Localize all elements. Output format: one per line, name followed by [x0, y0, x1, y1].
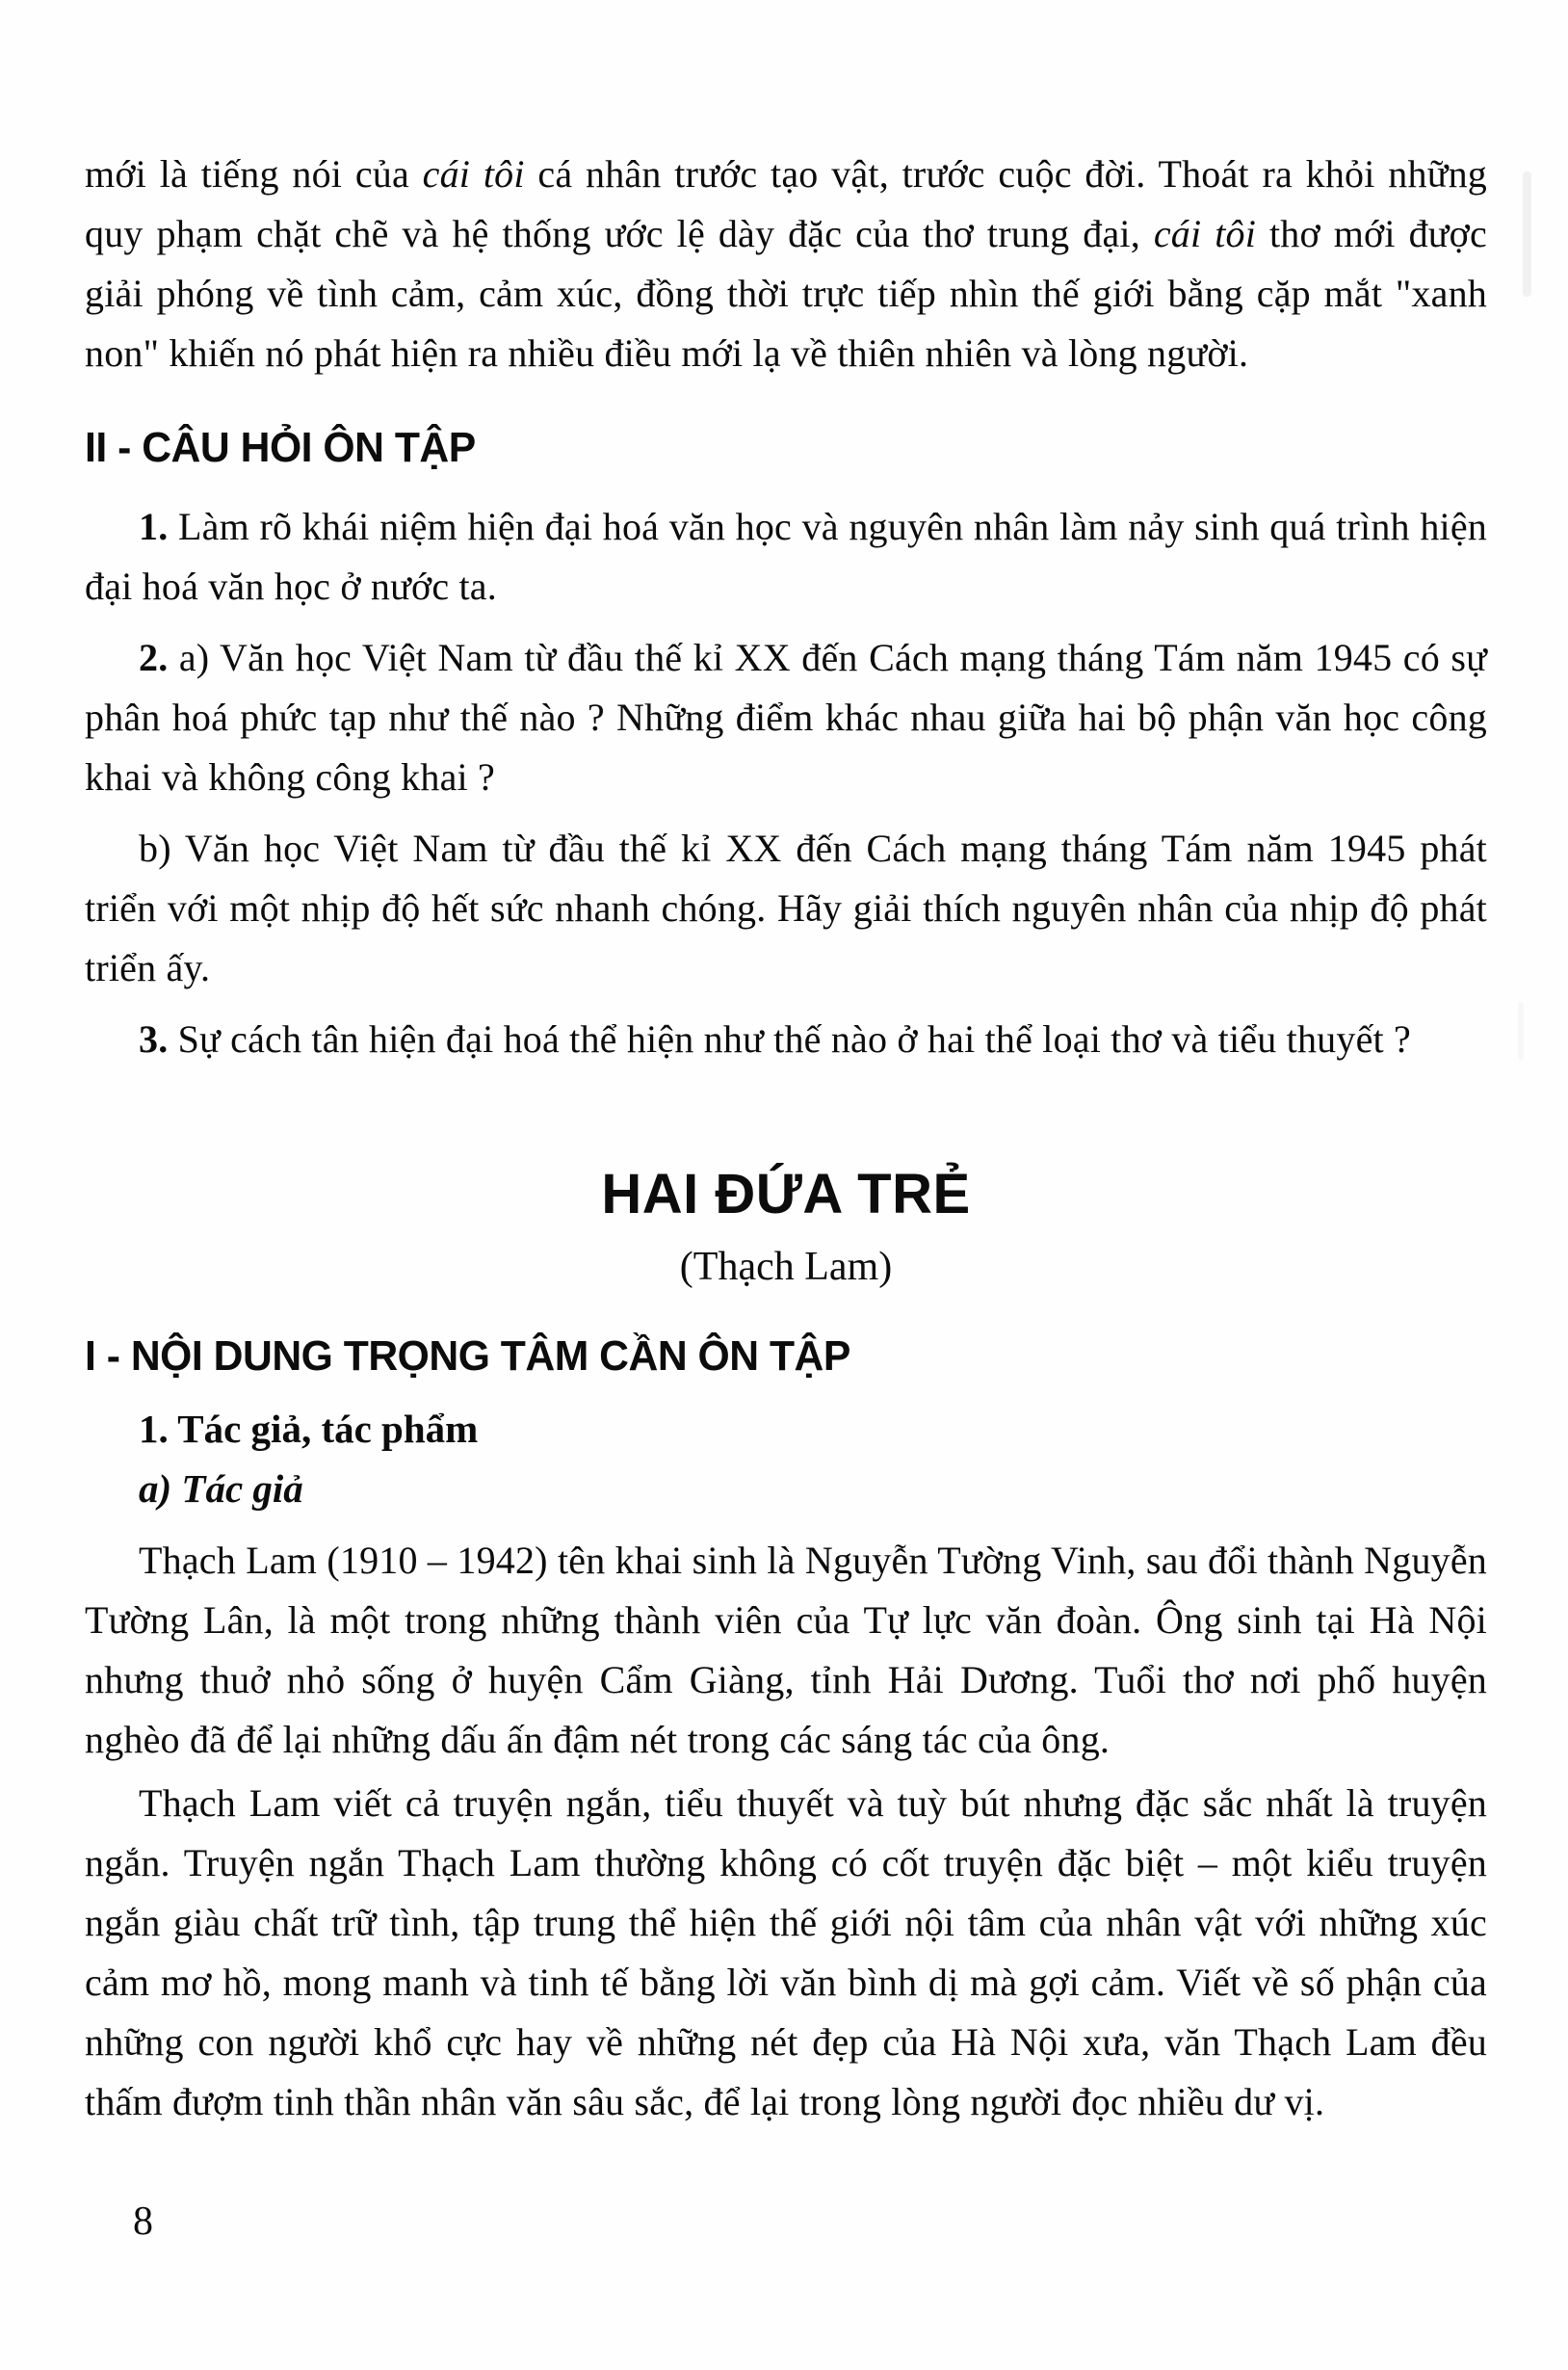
- text-run: mới là tiếng nói của: [85, 152, 423, 196]
- text-run: thơ mới được giải phóng về tình cảm, cảm xúc, đồng thời trực tiếp nhìn thế giới bằng cặp mắt "xanh non" khiến nó phát hiện ra nhiều điều mới lạ về thiên nhiên và lòng người.: [85, 212, 1487, 375]
- question-2b: [85, 819, 1487, 998]
- question-3: [85, 1010, 1487, 1069]
- lesson-title: HAI ĐỨA TRẺ: [601, 1163, 971, 1225]
- subsection-heading: 1. Tác giả, tác phẩm: [139, 1407, 479, 1451]
- scan-artifact: [1518, 1002, 1524, 1060]
- question-text: Làm rõ khái niệm hiện đại hoá văn học và nguyên nhân làm nảy sinh quá trình hiện đại hoá văn học ở nước ta.: [85, 505, 1487, 608]
- question-text: Sự cách tân hiện đại hoá thể hiện như thế nào ở hai thể loại thơ và tiểu thuyết ?: [168, 1017, 1411, 1061]
- text-run: cá nhân trước tạo vật, trước cuộc đời. Thoát ra khỏi những quy phạm chặt chẽ và hệ thống ước lệ dày đặc của thơ trung đại,: [85, 152, 1487, 255]
- review-section-heading: II - CÂU HỎI ÔN TẬP: [85, 424, 476, 471]
- text-run-italic: cái tôi: [422, 152, 525, 196]
- question-number: 1.: [139, 505, 169, 548]
- author-bio-paragraph: Thạch Lam (1910 – 1942) tên khai sinh là Nguyễn Tường Vinh, sau đổi thành Nguyễn Tường Lân, là một trong những thành viên của Tự lực văn đoàn. Ông sinh tại Hà Nội nhưng thuở nhỏ sống ở huyện Cẩm Giàng, tỉnh Hải Dương. Tuổi thơ nơi phố huyện nghèo đã để lại những dấu ấn đậm nét trong các sáng tác của ông.: [85, 1539, 1487, 1761]
- page-number: 8: [133, 2199, 153, 2244]
- lesson-author: (Thạch Lam): [679, 1245, 893, 1289]
- question-number: 2.: [139, 636, 169, 679]
- question-1: [85, 497, 1487, 617]
- question-text: b) Văn học Việt Nam từ đầu thế kỉ XX đến Cách mạng tháng Tám năm 1945 phát triển với một nhịp độ hết sức nhanh chóng. Hãy giải thích nguyên nhân của nhịp độ phát triển ấy.: [85, 827, 1487, 989]
- text-run-italic: cái tôi: [1153, 212, 1257, 255]
- intro-paragraph: [85, 145, 1487, 383]
- sub-item-heading: a) Tác giả: [139, 1466, 303, 1511]
- scan-artifact: [1523, 171, 1531, 297]
- question-text: a) Văn học Việt Nam từ đầu thế kỉ XX đến Cách mạng tháng Tám năm 1945 có sự phân hoá phức tạp như thế nào ? Những điểm khác nhau giữa hai bộ phận văn học công khai và không công khai ?: [85, 636, 1487, 799]
- question-2a: [85, 628, 1487, 807]
- content-section-heading: I - NỘI DUNG TRỌNG TÂM CẦN ÔN TẬP: [85, 1332, 850, 1380]
- author-style-paragraph: Thạch Lam viết cả truyện ngắn, tiểu thuyết và tuỳ bút nhưng đặc sắc nhất là truyện ngắn. Truyện ngắn Thạch Lam thường không có cốt truyện đặc biệt – một kiểu truyện ngắn giàu chất trữ tình, tập trung thể hiện thế giới nội tâm của nhân vật với những xúc cảm mơ hồ, mong manh và tinh tế bằng lời văn bình dị mà gợi cảm. Viết về số phận của những con người khổ cực hay về những nét đẹp của Hà Nội xưa, văn Thạch Lam đều thấm đượm tinh thần nhân văn sâu sắc, để lại trong lòng người đọc nhiều dư vị.: [85, 1781, 1487, 2123]
- question-number: 3.: [139, 1017, 169, 1061]
